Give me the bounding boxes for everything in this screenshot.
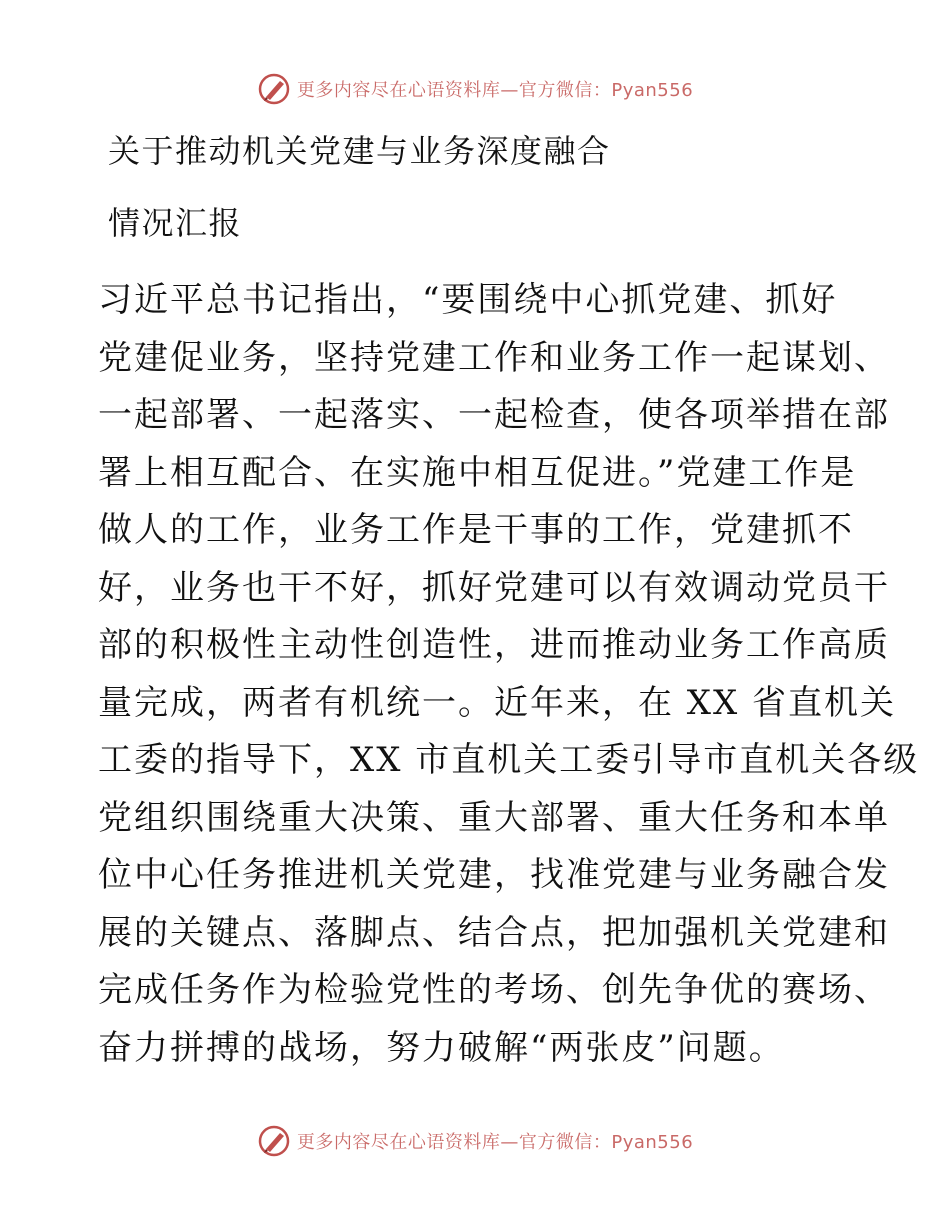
body-line: 习近平总书记指出，“要围绕中心抓党建、抓好: [98, 280, 838, 320]
body-line: 工委的指导下，XX 市直机关工委引导市直机关各级: [98, 740, 920, 780]
body-line: 署上相互配合、在实施中相互促进。”党建工作是: [98, 452, 857, 493]
watermark-text: 更多内容尽在心语资料库—官方微信：Pyan556: [296, 1132, 694, 1153]
body-line: 好，业务也干不好，抓好党建可以有效调动党员干: [98, 567, 890, 608]
body-line: 党建促业务，坚持党建工作和业务工作一起谋划、: [98, 337, 890, 378]
body-line: 奋力拼搏的战场，努力破解“两张皮”问题。: [98, 1027, 785, 1068]
document-body: [98, 272, 920, 1077]
body-line: 量完成，两者有机统一。近年来，在 XX 省直机关: [98, 682, 897, 723]
document-title-line-2: 情况汇报: [108, 204, 243, 242]
body-line: 完成任务作为检验党性的考场、创先争优的赛场、: [98, 970, 890, 1010]
body-line: 党组织围绕重大决策、重大部署、重大任务和本单: [98, 797, 890, 838]
watermark-text: 更多内容尽在心语资料库—官方微信：Pyan556: [296, 80, 694, 101]
watermark-banner-bottom: [0, 1124, 950, 1158]
body-line: 部的积极性主动性创造性，进而推动业务工作高质: [98, 625, 890, 665]
watermark-banner-top: [0, 72, 950, 106]
body-line: 做人的工作，业务工作是干事的工作，党建抓不: [98, 510, 854, 550]
body-line: 一起部署、一起落实、一起检查，使各项举措在部: [98, 395, 890, 435]
document-title-line-1: 关于推动机关党建与业务深度融合: [108, 132, 611, 170]
body-line: 展的关键点、落脚点、结合点，把加强机关党建和: [98, 912, 890, 953]
pen-logo-icon: [257, 72, 291, 106]
pen-logo-icon: [257, 1124, 291, 1158]
body-line: 位中心任务推进机关党建，找准党建与业务融合发: [98, 855, 890, 895]
